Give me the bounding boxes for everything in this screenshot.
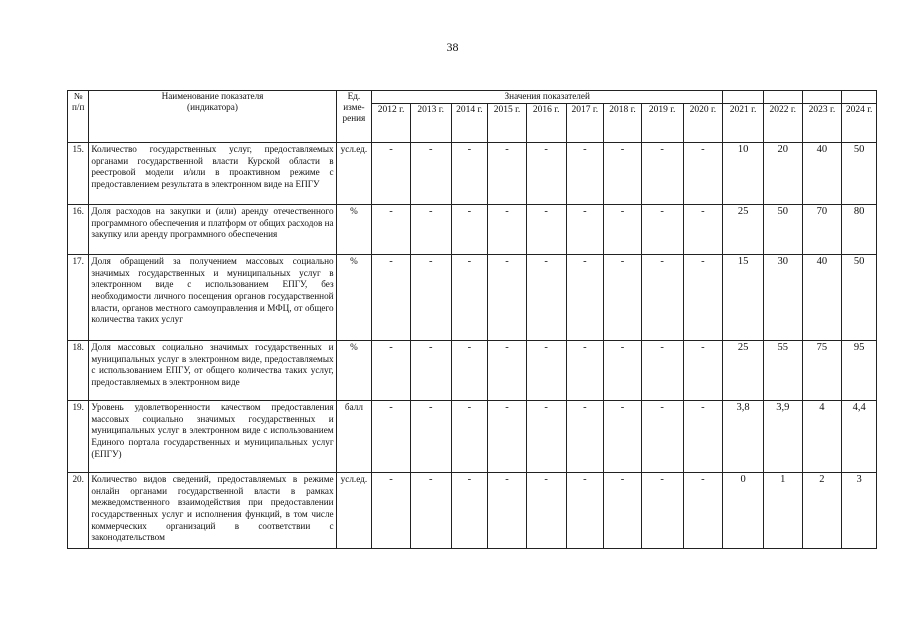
value-cell: - (683, 401, 723, 473)
value-cell: 55 (763, 341, 802, 401)
value-cell: - (372, 473, 411, 549)
value-cell: - (641, 341, 683, 401)
row-number: 17. (68, 255, 89, 341)
value-cell: - (683, 341, 723, 401)
value-cell: 30 (763, 255, 802, 341)
value-cell: - (526, 205, 566, 255)
header-year: 2020 г. (683, 104, 723, 143)
header-year: 2015 г. (488, 104, 527, 143)
value-cell: - (526, 401, 566, 473)
unit-cell: % (336, 255, 372, 341)
value-cell: 40 (802, 143, 842, 205)
value-cell: - (451, 255, 488, 341)
value-cell: 4,4 (842, 401, 877, 473)
indicator-name: Доля расходов на закупки и (или) аренду отечественного программного обеспечения и платформ от общих расходов на закупку или аренду программного обеспечения (89, 205, 336, 255)
value-cell: - (488, 341, 527, 401)
value-cell: - (604, 205, 642, 255)
header-year: 2023 г. (802, 104, 842, 143)
indicator-name: Количество видов сведений, предоставляемых в режиме онлайн органами государственной власти в рамках межведомственного взаимодействия при предоставлении государственных услуг и исполнения функций, в том числе коммерческих организаций в соответствии с законодательством (89, 473, 336, 549)
indicator-name: Доля массовых социально значимых государственных и муниципальных услуг в электронном виде, предоставляемых с использованием ЕПГУ, от общего количества таких услуг, предоставляемых в электронном виде (89, 341, 336, 401)
table-row (68, 143, 877, 205)
value-cell: - (566, 255, 604, 341)
row-number: 16. (68, 205, 89, 255)
value-cell: 0 (723, 473, 764, 549)
value-cell: 2 (802, 473, 842, 549)
value-cell: 25 (723, 341, 764, 401)
indicator-name: Доля обращений за получением массовых социально значимых государственных и муниципальных услуг в электронном виде с использованием ЕПГУ, без необходимости личного посещения органов государственной власти, органов местного самоуправления и МФЦ, от общего количества таких услуг (89, 255, 336, 341)
header-year: 2017 г. (566, 104, 604, 143)
header-name: Наименование показателя (индикатора) (89, 91, 336, 143)
header-year: 2019 г. (641, 104, 683, 143)
header-year: 2014 г. (451, 104, 488, 143)
value-cell: - (566, 341, 604, 401)
value-cell: - (488, 255, 527, 341)
value-cell: - (372, 143, 411, 205)
value-cell: 15 (723, 255, 764, 341)
header-year: 2024 г. (842, 104, 877, 143)
row-number: 15. (68, 143, 89, 205)
value-cell: - (526, 341, 566, 401)
value-cell: - (683, 255, 723, 341)
value-cell: - (641, 401, 683, 473)
value-cell: 50 (842, 255, 877, 341)
value-cell: - (604, 143, 642, 205)
value-cell: 50 (763, 205, 802, 255)
header-blank-cell (842, 91, 877, 104)
value-cell: - (451, 473, 488, 549)
value-cell: 70 (802, 205, 842, 255)
unit-cell: % (336, 205, 372, 255)
header-blank-cell (802, 91, 842, 104)
page-number: 38 (446, 40, 459, 54)
value-cell: - (526, 255, 566, 341)
indicator-name: Количество государственных услуг, предоставляемых органами государственной власти Курской области в реестровой модели и/или в проактивном режиме с предоставлением результата в электронном виде на ЕПГУ (89, 143, 336, 205)
value-cell: - (604, 473, 642, 549)
value-cell: - (641, 473, 683, 549)
value-cell: - (604, 341, 642, 401)
value-cell: - (488, 401, 527, 473)
row-number: 20. (68, 473, 89, 549)
value-cell: - (410, 473, 451, 549)
value-cell: - (410, 205, 451, 255)
header-unit: Ед. изме- рения (336, 91, 372, 143)
value-cell: 80 (842, 205, 877, 255)
value-cell: 50 (842, 143, 877, 205)
value-cell: - (410, 341, 451, 401)
table-row (68, 401, 877, 473)
value-cell: - (683, 205, 723, 255)
value-cell: - (641, 205, 683, 255)
table-row (68, 473, 877, 549)
value-cell: - (372, 401, 411, 473)
value-cell: - (410, 255, 451, 341)
value-cell: 40 (802, 255, 842, 341)
value-cell: 95 (842, 341, 877, 401)
indicator-name: Уровень удовлетворенности качеством предоставления массовых социально значимых государственных и муниципальных услуг в электронном виде с использованием Единого портала государственных и муниципальных услуг (ЕПГУ) (89, 401, 336, 473)
header-blank-cell (723, 91, 764, 104)
header-year: 2021 г. (723, 104, 764, 143)
table-row (68, 255, 877, 341)
value-cell: - (566, 143, 604, 205)
value-cell: 25 (723, 205, 764, 255)
value-cell: - (641, 143, 683, 205)
unit-cell: усл.ед. (336, 143, 372, 205)
value-cell: - (372, 255, 411, 341)
value-cell: 4 (802, 401, 842, 473)
unit-cell: усл.ед. (336, 473, 372, 549)
value-cell: - (566, 205, 604, 255)
unit-cell: % (336, 341, 372, 401)
value-cell: - (604, 401, 642, 473)
value-cell: 3,9 (763, 401, 802, 473)
value-cell: - (641, 255, 683, 341)
value-cell: - (683, 143, 723, 205)
indicators-table (67, 90, 877, 549)
row-number: 18. (68, 341, 89, 401)
header-blank-cell (763, 91, 802, 104)
table-row (68, 205, 877, 255)
value-cell: - (451, 143, 488, 205)
value-cell: - (451, 341, 488, 401)
header-num: № п/п (68, 91, 89, 143)
value-cell: - (488, 473, 527, 549)
value-cell: 20 (763, 143, 802, 205)
value-cell: 3 (842, 473, 877, 549)
value-cell: - (683, 473, 723, 549)
value-cell: - (372, 205, 411, 255)
header-year: 2018 г. (604, 104, 642, 143)
value-cell: - (451, 205, 488, 255)
value-cell: - (410, 401, 451, 473)
value-cell: - (526, 143, 566, 205)
value-cell: 75 (802, 341, 842, 401)
value-cell: - (526, 473, 566, 549)
value-cell: - (372, 341, 411, 401)
table-row (68, 341, 877, 401)
value-cell: - (451, 401, 488, 473)
value-cell: - (604, 255, 642, 341)
value-cell: - (488, 143, 527, 205)
value-cell: 1 (763, 473, 802, 549)
row-number: 19. (68, 401, 89, 473)
unit-cell: балл (336, 401, 372, 473)
value-cell: - (488, 205, 527, 255)
value-cell: - (566, 473, 604, 549)
header-year: 2016 г. (526, 104, 566, 143)
header-year: 2022 г. (763, 104, 802, 143)
value-cell: 10 (723, 143, 764, 205)
value-cell: - (566, 401, 604, 473)
value-cell: 3,8 (723, 401, 764, 473)
header-year: 2013 г. (410, 104, 451, 143)
header-values-title: Значения показателей (372, 91, 723, 104)
value-cell: - (410, 143, 451, 205)
header-year: 2012 г. (372, 104, 411, 143)
